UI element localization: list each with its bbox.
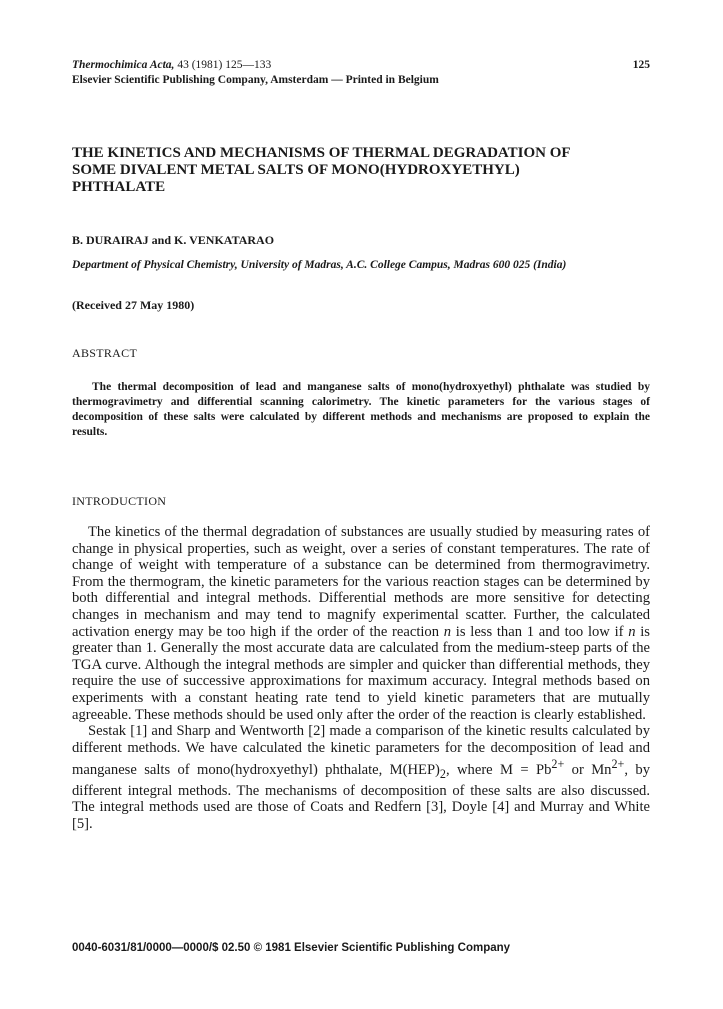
affiliation: Department of Physical Chemistry, University of Madras, A.C. College Campus, Madras 600 025 (India) xyxy=(72,259,567,271)
title-line-1: THE KINETICS AND MECHANISMS OF THERMAL DEGRADATION OF xyxy=(72,145,571,161)
journal-line xyxy=(72,58,650,73)
text-run: is greater than 1. Generally the most accurate data are calculated from the medium-steep parts of the TGA curve. Although the integral methods are simpler and quicker than differential methods, they require the use of successive approximations for maximum accuracy. Integral methods based on experiments with a constant heating rate tend to yield kinetic parameters that are mutually agreeable. These methods should be used only after the order of the reaction is clearly established. xyxy=(72,623,650,723)
variable-n: n xyxy=(628,623,636,640)
subscript: 2 xyxy=(439,767,446,782)
publisher-line: Elsevier Scientific Publishing Company, Amsterdam — Printed in Belgium xyxy=(72,74,439,86)
superscript: 2+ xyxy=(551,757,565,772)
introduction-body xyxy=(72,524,650,832)
introduction-heading: INTRODUCTION xyxy=(72,494,167,508)
running-header xyxy=(72,58,650,88)
copyright-footer: 0040-6031/81/0000—0000/$ 02.50 © 1981 Elsevier Scientific Publishing Company xyxy=(72,942,511,954)
text-run: , by different integral methods. The mechanisms of decomposition of these salts are also discussed. The integral methods used are those of Coats and Redfern [3], Doyle [4] and Murray and White [5]. xyxy=(72,762,651,832)
text-run: , where M = Pb xyxy=(446,762,552,779)
page-number: 125 xyxy=(632,59,650,71)
text-run: Sestak [1] and Sharp and Wentworth [2] made a comparison of the kinetic results calculated by different methods. We have calculated the kinetic parameters for the decomposition of lead and manganese salts of mono(hydroxyethyl) phthalate, M(HEP) xyxy=(72,723,650,779)
journal-citation xyxy=(72,58,271,73)
received-date: (Received 27 May 1980) xyxy=(72,298,195,312)
authors: B. DURAIRAJ and K. VENKATARAO xyxy=(72,233,275,247)
title-line-3: PHTHALATE xyxy=(72,179,166,195)
volume-pages: 43 (1981) 125—133 xyxy=(174,59,272,71)
journal-name: Thermochimica Acta, xyxy=(72,59,175,71)
article-title xyxy=(72,145,652,196)
introduction-paragraph-1 xyxy=(72,524,650,723)
title-line-2: SOME DIVALENT METAL SALTS OF MONO(HYDROXYETHYL) xyxy=(72,162,520,178)
text-run: or Mn xyxy=(564,762,612,779)
variable-n: n xyxy=(443,623,452,640)
text-run: The kinetics of the thermal degradation of substances are usually studied by measuring rates of change in physical properties, such as weight, over a series of constant temperatures. The rate of change of weight with temperature of a substance can be determined from thermogravimetry. From the thermogram, the kinetic parameters for the various reaction stages can be determined by both differential and integral methods. Differential methods are more sensitive for detecting changes in mechanism and may tend to magnify experimental scatter. Further, the calculated activation energy may be too high if the order of the reaction xyxy=(72,524,650,640)
abstract-body: The thermal decomposition of lead and manganese salts of mono(hydroxyethyl) phthalate was studied by thermogravimetry and differential scanning calorimetry. The kinetic parameters for the various stages of decomposition of these salts were calculated by different methods and mechanisms are proposed to explain the results. xyxy=(72,381,650,438)
introduction-paragraph-2 xyxy=(72,723,650,832)
superscript: 2+ xyxy=(611,757,625,772)
abstract-heading: ABSTRACT xyxy=(72,346,138,360)
text-run: is less than 1 and too low if xyxy=(451,623,629,640)
